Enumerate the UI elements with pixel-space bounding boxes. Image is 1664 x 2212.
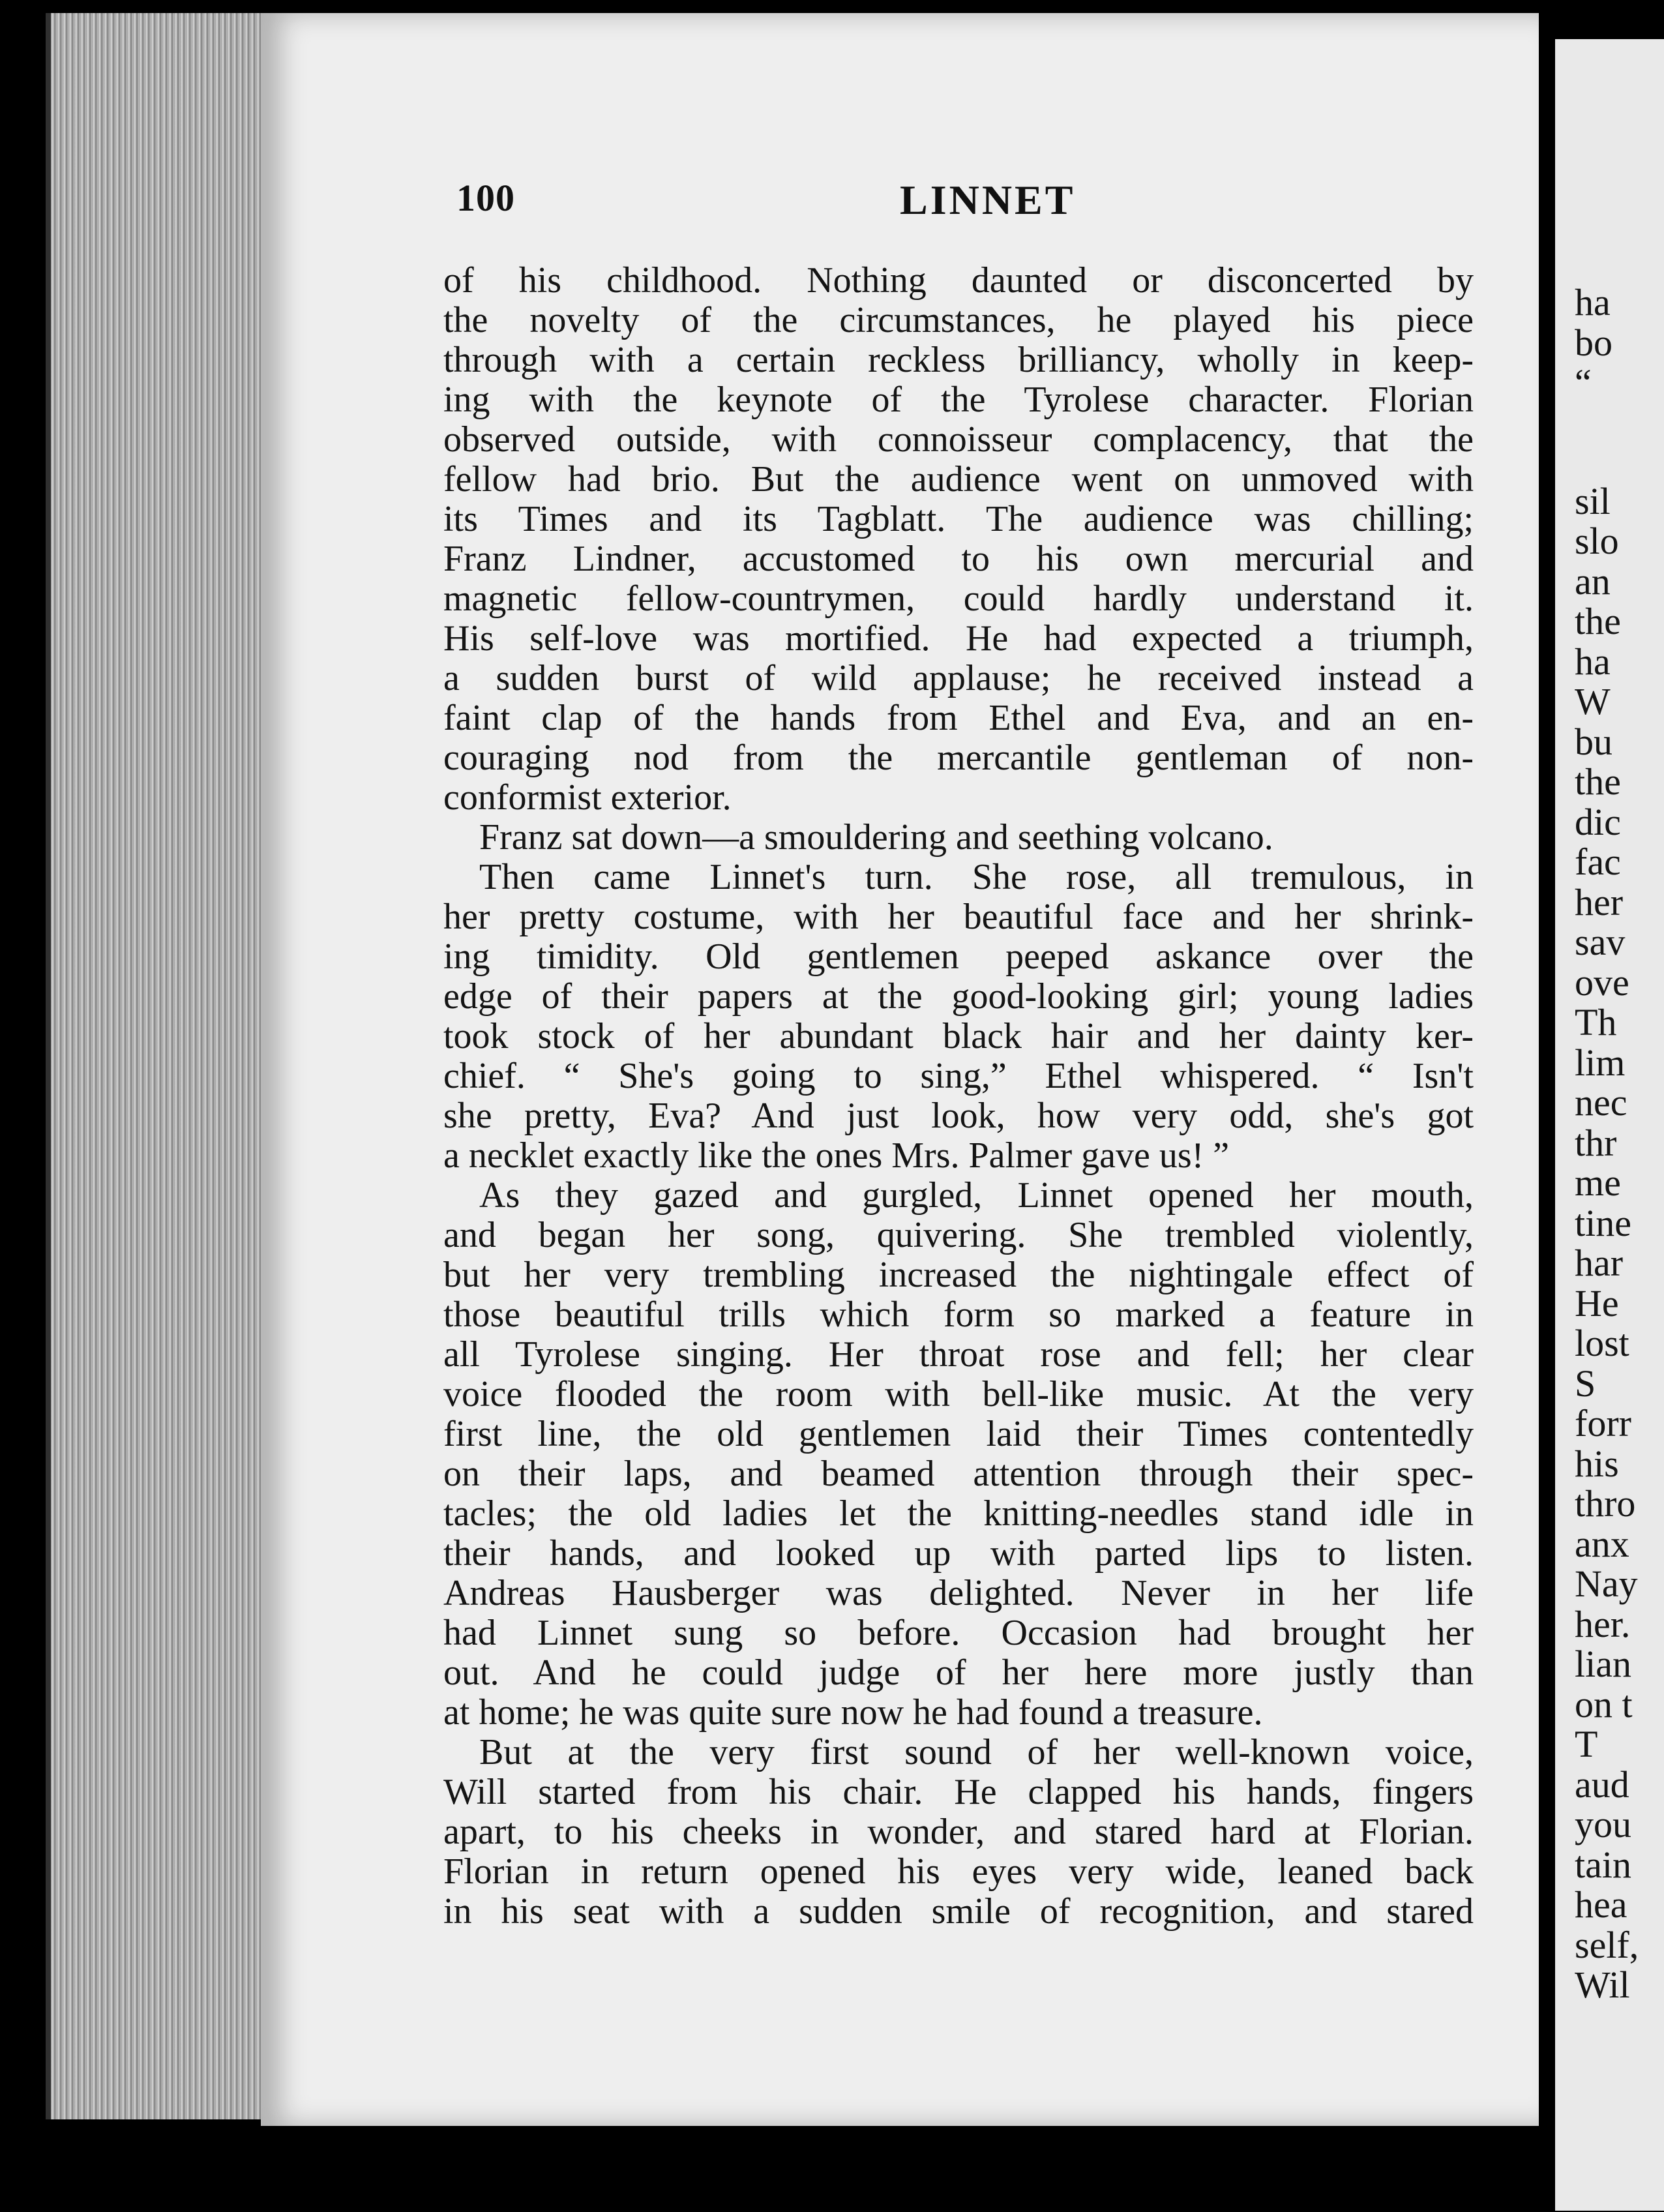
text-line: faint clap of the hands from Ethel and Eva, and an en- [443, 698, 1474, 738]
text-line: But at the very first sound of her well-known voice, [479, 1732, 1474, 1772]
facing-page-fragment: tine [1575, 1201, 1631, 1244]
facing-page-fragment: W [1575, 680, 1611, 723]
facing-page-fragment: you [1575, 1803, 1631, 1846]
running-title: LINNET [900, 177, 1076, 223]
text-line: those beautiful trills which form so marked a feature in [443, 1294, 1474, 1335]
facing-page-fragment: forr [1575, 1402, 1631, 1444]
text-line: observed outside, with connoisseur complacency, that the [443, 419, 1474, 460]
left-page-edges [46, 13, 273, 2119]
text-line: ing timidity. Old gentlemen peeped askance over the [443, 936, 1474, 977]
text-line: a sudden burst of wild applause; he received instead a [443, 658, 1474, 698]
page-number: 100 [456, 177, 515, 219]
text-line: Franz Lindner, accustomed to his own mercurial and [443, 539, 1474, 579]
text-line: fellow had brio. But the audience went on unmoved with [443, 459, 1474, 500]
facing-page-fragment: thr [1575, 1121, 1617, 1164]
text-line: Then came Linnet's turn. She rose, all tremulous, in [479, 857, 1474, 897]
facing-page-fragment: lost [1575, 1322, 1629, 1364]
text-line: but her very trembling increased the nightingale effect of [443, 1255, 1474, 1295]
facing-page-fragment: bu [1575, 720, 1612, 763]
text-line: first line, the old gentlemen laid their Times contentedly [443, 1414, 1474, 1454]
text-line: As they gazed and gurgled, Linnet opened her mouth, [479, 1175, 1474, 1216]
facing-page-fragment: T [1575, 1723, 1598, 1765]
text-line: a necklet exactly like the ones Mrs. Palmer gave us! ” [443, 1135, 1230, 1176]
facing-page-fragment: sav [1575, 921, 1626, 963]
text-line: magnetic fellow-countrymen, could hardly understand it. [443, 578, 1474, 619]
facing-page-fragment: aud [1575, 1763, 1629, 1806]
text-line: out. And he could judge of her here more justly than [443, 1652, 1474, 1693]
text-line: on their laps, and beamed attention through their spec- [443, 1454, 1474, 1494]
text-line: tacles; the old ladies let the knitting-needles stand idle in [443, 1493, 1474, 1534]
text-line: Will started from his chair. He clapped his hands, fingers [443, 1772, 1474, 1812]
text-line: their hands, and looked up with parted lips to listen. [443, 1533, 1474, 1574]
text-line: Andreas Hausberger was delighted. Never in her life [443, 1573, 1474, 1613]
facing-page-fragment: on t [1575, 1682, 1633, 1726]
facing-page-fragment: Wil [1575, 1964, 1630, 2006]
text-line: in his seat with a sudden smile of recognition, and stared [443, 1891, 1474, 1932]
facing-page-fragment: an [1575, 560, 1611, 603]
text-line: Franz sat down—a smouldering and seething volcano. [479, 817, 1273, 858]
text-line: had Linnet sung so before. Occasion had brought her [443, 1613, 1474, 1653]
text-line: she pretty, Eva? And just look, how very odd, she's got [443, 1096, 1474, 1136]
facing-page-fragment: He [1575, 1281, 1619, 1324]
facing-page-fragment: slo [1575, 520, 1619, 562]
text-line: couraging nod from the mercantile gentleman of non- [443, 738, 1474, 778]
facing-page-fragment: dic [1575, 800, 1621, 843]
facing-page-fragment: bo [1575, 321, 1612, 364]
text-line: apart, to his cheeks in wonder, and stared hard at Florian. [443, 1812, 1474, 1852]
facing-page-fragment: tain [1575, 1843, 1631, 1886]
text-line: edge of their papers at the good-looking girl; young ladies [443, 976, 1474, 1017]
text-line: at home; he was quite sure now he had found a treasure. [443, 1692, 1263, 1733]
text-line: its Times and its Tagblatt. The audience was chilling; [443, 499, 1474, 539]
text-line: the novelty of the circumstances, he played his piece [443, 300, 1474, 340]
facing-page [1555, 39, 1664, 2211]
facing-page-fragment: ove [1575, 961, 1629, 1004]
text-line: His self-love was mortified. He had expected a triumph, [443, 618, 1474, 659]
facing-page-fragment: thro [1575, 1482, 1636, 1525]
text-line: all Tyrolese singing. Her throat rose and fell; her clear [443, 1334, 1474, 1375]
facing-page-fragment: Nay [1575, 1562, 1638, 1605]
facing-page-fragment: self, [1575, 1923, 1639, 1966]
text-line: conformist exterior. [443, 777, 732, 818]
facing-page-fragment: me [1575, 1161, 1621, 1204]
facing-page-fragment: his [1575, 1442, 1619, 1485]
text-line: chief. “ She's going to sing,” Ethel whispered. “ Isn't [443, 1056, 1474, 1096]
facing-page-fragment: hea [1575, 1883, 1627, 1926]
facing-page-fragment: “ [1575, 361, 1592, 404]
facing-page-fragment: the [1575, 760, 1621, 803]
text-line: Florian in return opened his eyes very wide, leaned back [443, 1851, 1474, 1892]
facing-page-fragment: ha [1575, 640, 1611, 683]
page-header [456, 176, 1474, 228]
facing-page-fragment: anx [1575, 1522, 1629, 1565]
text-line: and began her song, quivering. She trembled violently, [443, 1215, 1474, 1255]
facing-page-fragment: fac [1575, 841, 1621, 883]
text-line: her pretty costume, with her beautiful face and her shrink- [443, 897, 1474, 937]
facing-page-fragment: Th [1575, 1001, 1617, 1043]
text-line: voice flooded the room with bell-like music. At the very [443, 1374, 1474, 1414]
text-line: of his childhood. Nothing daunted or disconcerted by [443, 260, 1474, 301]
facing-page-fragment: lian [1575, 1643, 1631, 1685]
facing-page-fragment: her [1575, 880, 1624, 923]
text-line: took stock of her abundant black hair and her dainty ker- [443, 1016, 1474, 1056]
facing-page-fragment: ha [1575, 281, 1611, 323]
facing-page-fragment: her. [1575, 1602, 1631, 1645]
text-line: through with a certain reckless brilliancy, wholly in keep- [443, 340, 1474, 380]
facing-page-fragment: sil [1575, 479, 1611, 522]
facing-page-fragment: the [1575, 600, 1621, 642]
facing-page-fragment: har [1575, 1242, 1624, 1284]
text-line: ing with the keynote of the Tyrolese character. Florian [443, 380, 1474, 420]
facing-page-fragment: nec [1575, 1081, 1627, 1124]
facing-page-fragment: S [1575, 1362, 1596, 1405]
facing-page-fragment: lim [1575, 1041, 1626, 1084]
